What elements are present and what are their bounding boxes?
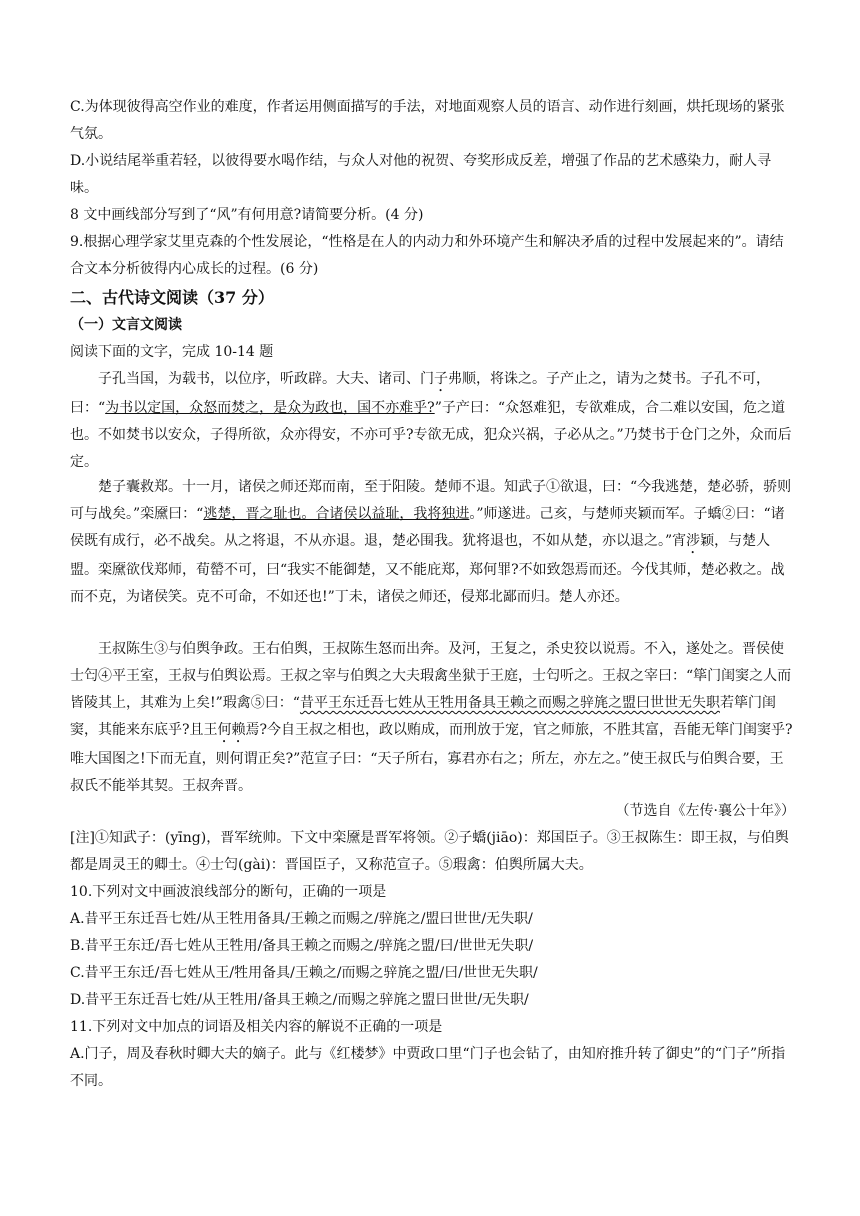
passage-paragraph-2	[70, 474, 795, 611]
passage-paragraph-3	[70, 636, 795, 800]
q10-option-c: C.昔平王东迁/吾七姓从王/牲用备具/王赖之/而赐之骍旄之盟/曰/世世无失职/	[70, 965, 538, 981]
reading-instruction: 阅读下面的文字，完成 10-14 题	[70, 344, 274, 360]
text-run: 。”师遂进。己亥，与楚师夹颖而军。子蟜②曰：“诸侯既有成行，必不战矣。从之将退，不从亦退。退，楚必围我。犹将退也，不如从楚，亦以退之。”宵	[70, 506, 785, 549]
underlined-sentence: 逃楚，晋之耻也。合诸侯以益耻，我将独进	[203, 506, 470, 522]
subsection-title-classical-prose: （一）文言文阅读	[70, 317, 182, 333]
underlined-sentence: 为书以定国，众怒而焚之，是众为政也，国不亦难乎?	[105, 400, 435, 416]
text-run: 焉?今自王叔之相也，政以贿成，而刑放于宠，官之师旅，不胜其富，吾能无筚门闺窦乎?唯大国图之!下而无直，则何谓正矣?”范宣子曰：“天子所右，寡君亦右之；所左，亦左之。”使王叔氏与伯舆合要，王叔氏不能举其契。王叔奔晋。	[70, 722, 793, 794]
section-title-classical-reading: 二、古代诗文阅读（37 分）	[70, 288, 274, 307]
text-run: 若筚门闺窦，其能来东底乎?且王	[70, 695, 776, 738]
q7-option-d: D.小说结尾举重若轻，以彼得要水喝作结，与众人对他的祝贺、夸奖形成反差，增强了作品的艺术感染力，耐人寻味。	[70, 153, 772, 196]
question-10-stem: 10.下列对文中画波浪线部分的断句，正确的一项是	[70, 884, 387, 900]
text-run: 颖，与楚人盟。栾黡欲伐郑师，荀罃不可，曰“我实不能御楚，又不能庇郑，郑何罪?不如致怨焉而还。今伐其师，楚必救之。战而不克，为诸侯笑。克不可命，不如还也!”丁未，诸侯之师还，侵郑北鄙而归。楚人亦还。	[70, 533, 785, 605]
passage-paragraph-1	[70, 366, 795, 476]
text-run: 王叔陈生③与伯舆争政。王右伯舆，王叔陈生怒而出奔。及河，王复之，杀史狡以说焉。不入，遂处之。晋侯使士匄④平王室，王叔与伯舆讼焉。王叔之宰与伯舆之大夫瑕禽坐狱于王庭，士匄听之。王叔之宰曰：“筚门闺窦之人而皆陵其上，其难为上矣!”瑕禽⑤曰：“	[70, 641, 792, 711]
annotation-notes: [注]①知武子：(yīng)，晋军统帅。下文中栾黡是晋军将领。②子蟜(jiāo)：郑国臣子。③王叔陈生：即王叔，与伯舆都是周灵王的卿士。④士匄(gài)：晋国臣子，又称范宣子。⑤瑕禽：伯舆所属大夫。	[70, 830, 789, 873]
q10-option-a: A.昔平王东迁吾七姓/从王牲用备具/王赖之而赐之/骍旄之/盟曰世世/无失职/	[70, 911, 533, 927]
text-run: ”子产曰：“众怒难犯，专欲难成，合二难以安国，危之道也。不如焚书以安众，子得所欲，众亦得安，不亦可乎?专欲无成，犯众兴祸，子必从之。”乃焚书于仓门之外，众而后定。	[70, 400, 792, 470]
q7-option-c: C.为体现彼得高空作业的难度，作者运用侧面描写的手法，对地面观察人员的语言、动作进行刻画，烘托现场的紧张气氛。	[70, 99, 785, 142]
question-8: 8 文中画线部分写到了“风”有何用意?请简要分析。(4 分)	[70, 207, 424, 223]
q10-option-d: D.昔平王东迁吾七姓/从王牲用/备具王赖之/而赐之骍旄之盟曰世世/无失职/	[70, 992, 529, 1008]
text-run: 子孔当国，为载书，以位序，听政辟。大夫、诸司、门	[98, 371, 434, 387]
dotted-word-menzi: 子	[434, 371, 448, 387]
text-run: 弗顺，将诛之。子产止之，请为之焚书。子孔不可，曰：“	[70, 371, 770, 416]
question-11-stem: 11.下列对文中加点的词语及相关内容的解说不正确的一项是	[70, 1019, 443, 1035]
wavy-underlined-sentence: 昔平王东迁吾七姓从王牲用备具王赖之而赐之骍旄之盟曰世世无失职	[299, 695, 720, 711]
dotted-word-helai: 何赖	[217, 722, 246, 738]
dotted-word-she: 涉	[686, 533, 701, 549]
q11-option-a: A.门子，周及春秋时卿大夫的嫡子。此与《红楼梦》中贾政口里“门子也会钻了，由知府推升转了御史”的“门子”所指不同。	[70, 1046, 786, 1089]
passage-source: （节选自《左传·襄公十年》）	[615, 803, 795, 819]
text-run: 楚子囊救郑。十一月，诸侯之师还郑而南，至于阳陵。楚师不退。知武子①欲退，曰：“今我逃楚，楚必骄，骄则可与战矣。”栾黡曰：“	[70, 479, 792, 522]
q10-option-b: B.昔平王东迁/吾七姓从王牲用/备具王赖之而赐之/骍旄之盟/曰/世世无失职/	[70, 938, 534, 954]
question-9: 9.根据心理学家艾里克森的个性发展论，“性格是在人的内动力和外环境产生和解决矛盾的过程中发展起来的”。请结合文本分析彼得内心成长的过程。(6 分)	[70, 234, 784, 277]
